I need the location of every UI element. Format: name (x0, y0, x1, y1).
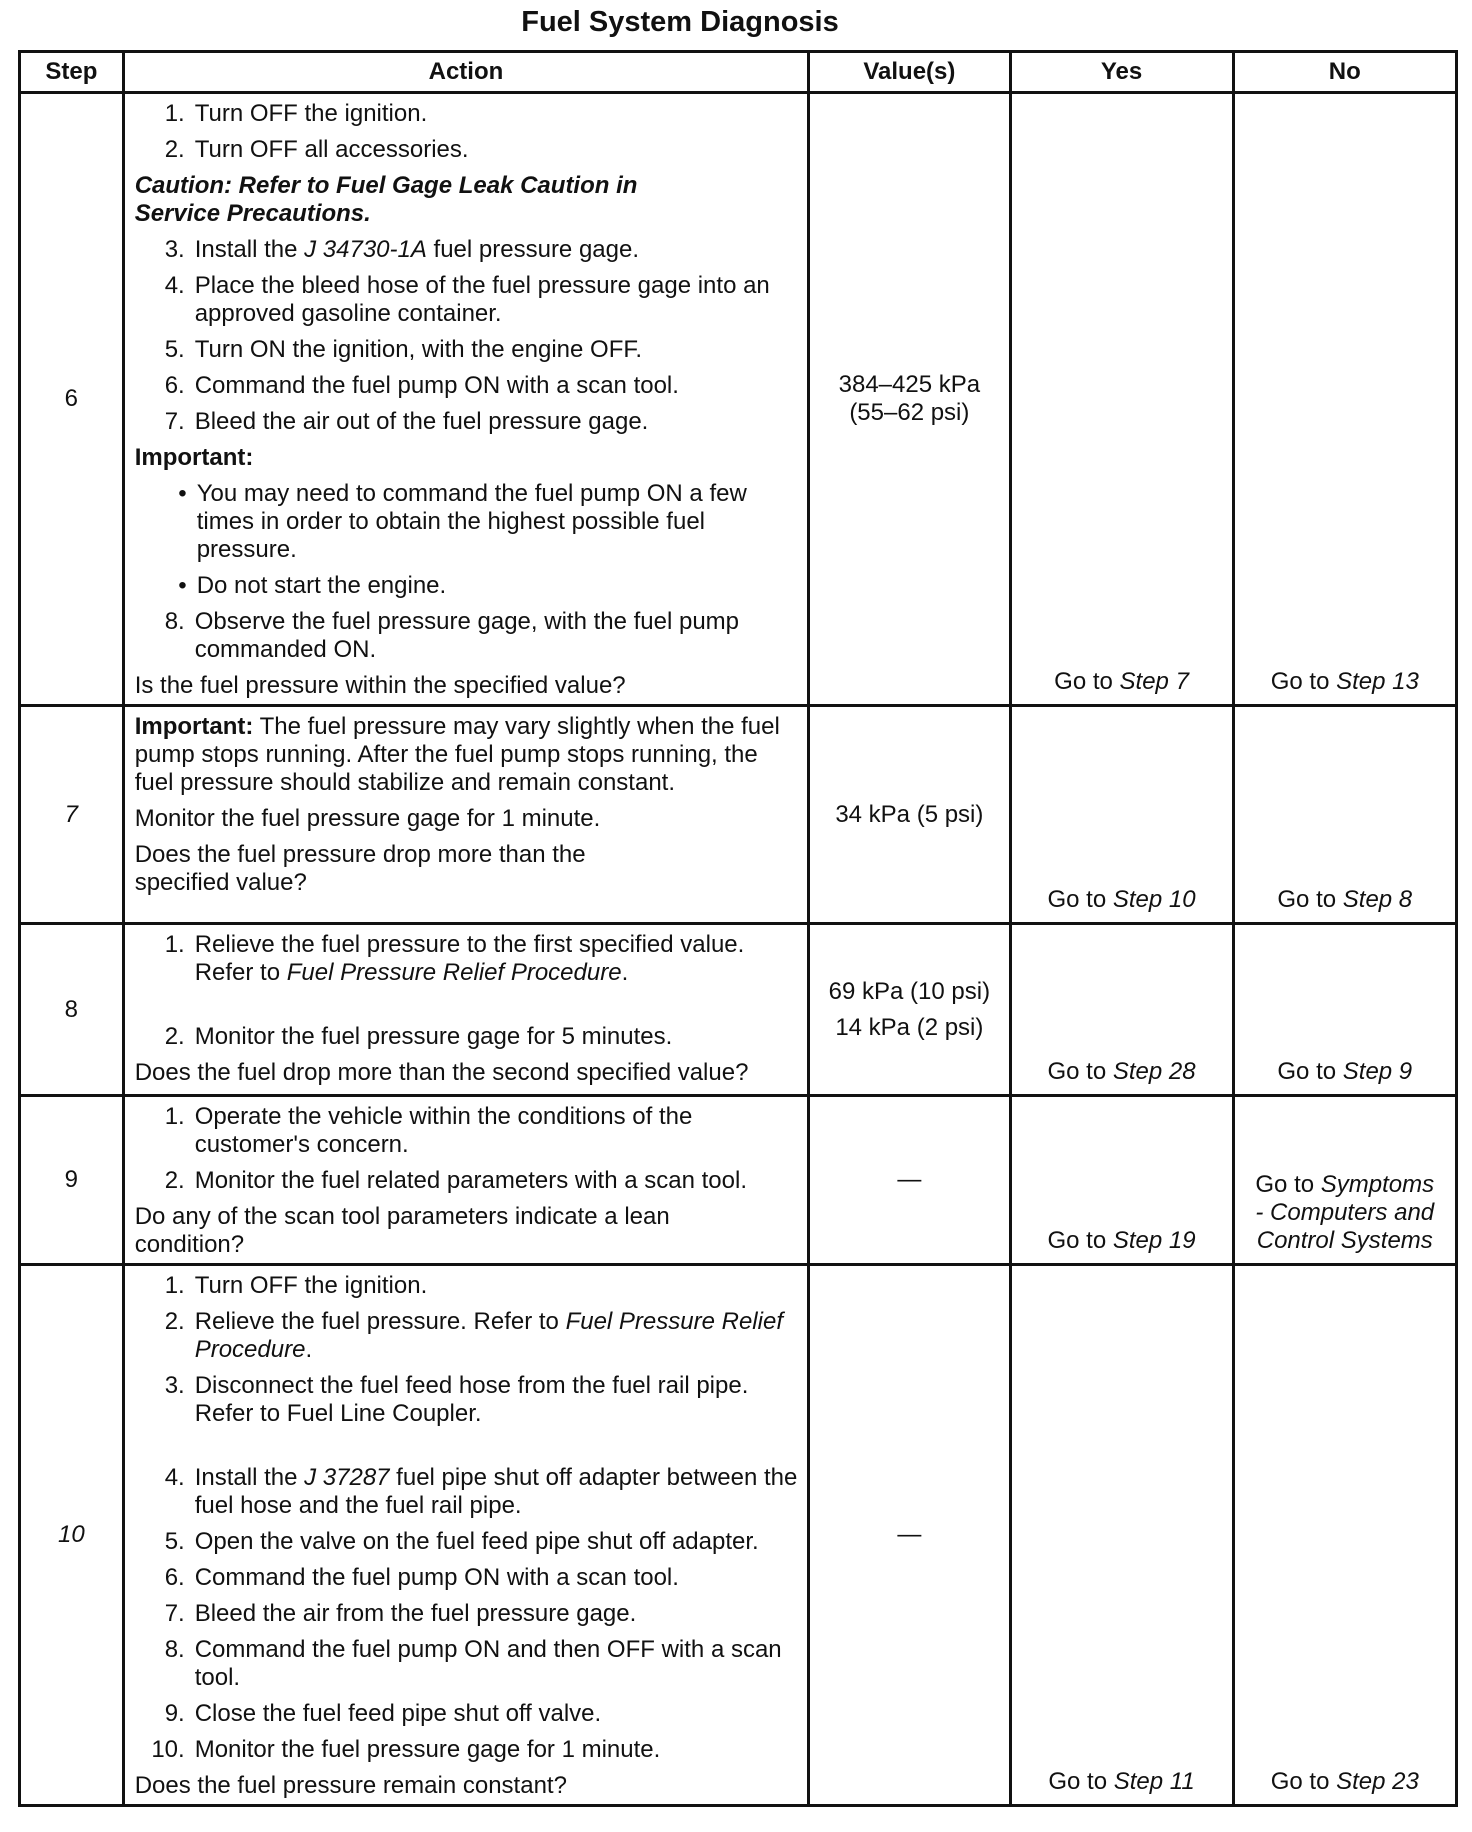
value-cell (809, 924, 1010, 1096)
table-row-step-6 (20, 93, 1457, 706)
value-second: 14 kPa (2 psi) (835, 1013, 984, 1041)
action-item: 1. Operate the vehicle within the conditions of the customer's concern. (164, 1103, 693, 1158)
step-link[interactable]: Step 10 (1112, 886, 1196, 913)
step-number: 7 (20, 706, 124, 924)
no-cell: Go to Step 13 (1233, 93, 1456, 706)
action-instruction: Monitor the fuel pressure gage for 1 minute. (134, 805, 601, 832)
action-item: 2. Turn OFF all accessories. (164, 136, 469, 163)
symptoms-link-line2[interactable]: - Computers and (1255, 1199, 1435, 1226)
action-cell: Important: The fuel pressure may vary slightly when the fuel pump stops running. After the fuel pump stops running, the fuel pressure should stabilize and remain constant. Monitor the fuel pressure gage for 1 minute. Does the fuel pressure drop more than the specified value? (123, 706, 808, 924)
procedure-reference: Fuel Pressure Relief Procedure (194, 1308, 783, 1363)
table-row-step-7 (20, 706, 1457, 924)
step-link[interactable]: Step 28 (1112, 1058, 1196, 1085)
value-kpa: 384–425 kPa (838, 371, 981, 398)
step-link[interactable]: Step 13 (1336, 668, 1419, 695)
header-values: Value(s) (809, 52, 1010, 93)
action-item: 6. Command the fuel pump ON with a scan tool. (164, 1564, 679, 1591)
action-item: 3. Install the J 34730-1A fuel pressure gage. (164, 236, 640, 263)
value-cell (809, 706, 1010, 924)
value-cell (809, 1096, 1010, 1265)
no-cell: Go to Step 23 (1233, 1265, 1456, 1806)
action-item: 1. Turn OFF the ignition. (164, 100, 428, 127)
action-item: 1. Relieve the fuel pressure to the first specified value. Refer to Fuel Pressure Relief Procedure. (164, 931, 745, 986)
action-question: Does the fuel pressure drop more than the specified value? (134, 841, 586, 896)
action-item: 7. Bleed the air out of the fuel pressure gage. (164, 408, 649, 435)
step-number: 10 (20, 1265, 124, 1806)
caution-note: Caution: Refer to Fuel Gage Leak Caution in Service Precautions. (134, 172, 638, 227)
procedure-reference: Fuel Pressure Relief Procedure (286, 959, 622, 986)
tool-reference: J 34730-1A (304, 236, 427, 263)
page-title: Fuel System Diagnosis (521, 6, 839, 38)
table-row-step-10 (20, 1265, 1457, 1806)
action-item: 8. Observe the fuel pressure gage, with the fuel pump commanded ON. (164, 608, 740, 663)
step-number: 8 (20, 924, 124, 1096)
symptoms-link[interactable]: Symptoms (1320, 1171, 1435, 1198)
bullet-item: • Do not start the engine. (178, 572, 447, 599)
step-link[interactable]: Step 19 (1112, 1227, 1196, 1254)
symptoms-link-line3[interactable]: Control Systems (1256, 1227, 1433, 1254)
action-question: Does the fuel drop more than the second specified value? (134, 1059, 749, 1086)
action-item: 5. Turn ON the ignition, with the engine OFF. (164, 336, 643, 363)
yes-cell: Go to Step 10 (1010, 706, 1233, 924)
action-item: 2. Monitor the fuel pressure gage for 5 minutes. (164, 1023, 673, 1050)
action-item: 6. Command the fuel pump ON with a scan tool. (164, 372, 679, 399)
action-item: 9. Close the fuel feed pipe shut off valve. (164, 1700, 602, 1727)
yes-cell: Go to Step 28 (1010, 924, 1233, 1096)
header-yes: Yes (1010, 52, 1233, 93)
step-link[interactable]: Step 23 (1336, 1768, 1419, 1795)
value-first: 69 kPa (10 psi) (828, 977, 991, 1005)
action-item: 4. Install the J 37287 fuel pipe shut off adapter between the fuel hose and the fuel rail pipe. (164, 1464, 798, 1519)
header-action: Action (123, 52, 808, 93)
yes-cell: Go to Step 11 (1010, 1265, 1233, 1806)
step-number: 6 (20, 93, 124, 706)
action-cell (123, 93, 808, 706)
no-cell: Go to Step 9 (1233, 924, 1456, 1096)
bullet-item: • You may need to command the fuel pump ON a few times in order to obtain the highest possible fuel pressure. (178, 480, 747, 563)
value-cell (809, 1265, 1010, 1806)
action-item: 2. Monitor the fuel related parameters with a scan tool. (164, 1167, 747, 1194)
action-item: 10. Monitor the fuel pressure gage for 1 minute. (151, 1736, 661, 1763)
table-header-row (20, 52, 1457, 93)
table-row-step-8 (20, 924, 1457, 1096)
action-question: Does the fuel pressure remain constant? (134, 1772, 567, 1799)
step-link[interactable]: Step 9 (1342, 1058, 1413, 1085)
value-none: — (897, 1166, 922, 1193)
action-item: 2. Relieve the fuel pressure. Refer to Fuel Pressure Relief Procedure. (164, 1308, 783, 1363)
action-cell (123, 1096, 808, 1265)
step-number: 9 (20, 1096, 124, 1265)
step-link[interactable]: Step 8 (1342, 886, 1413, 913)
action-item: 4. Place the bleed hose of the fuel pressure gage into an approved gasoline container. (164, 272, 770, 327)
action-item: 8. Command the fuel pump ON and then OFF with a scan tool. (164, 1636, 782, 1691)
important-label: Important: (134, 444, 254, 471)
action-item: 5. Open the valve on the fuel feed pipe shut off adapter. (164, 1528, 759, 1555)
value-none: — (897, 1521, 922, 1548)
value-psi: (55–62 psi) (849, 399, 970, 426)
value-cell (809, 93, 1010, 706)
value-kpa: 34 kPa (5 psi) (835, 800, 984, 828)
action-item: 7. Bleed the air from the fuel pressure gage. (164, 1600, 637, 1627)
step-link[interactable]: Step 11 (1113, 1768, 1195, 1795)
step-link[interactable]: Step 7 (1119, 668, 1189, 695)
no-cell: Go to Symptoms - Computers and Control Systems (1233, 1096, 1456, 1265)
no-cell: Go to Step 8 (1233, 706, 1456, 924)
diagnosis-table (18, 50, 1458, 1807)
action-item: 1. Turn OFF the ignition. (164, 1272, 428, 1299)
table-row-step-9 (20, 1096, 1457, 1265)
action-cell (123, 924, 808, 1096)
yes-cell: Go to Step 7 (1010, 93, 1233, 706)
header-step: Step (20, 52, 124, 93)
action-question: Is the fuel pressure within the specified value? (134, 672, 626, 699)
header-no: No (1233, 52, 1456, 93)
action-item: 3. Disconnect the fuel feed hose from the fuel rail pipe. Refer to Fuel Line Coupler. (164, 1372, 749, 1427)
action-cell (123, 1265, 808, 1806)
tool-reference: J 37287 (304, 1464, 390, 1491)
action-question: Do any of the scan tool parameters indicate a lean condition? (134, 1203, 670, 1258)
important-label: Important: (134, 713, 254, 740)
yes-cell: Go to Step 19 (1010, 1096, 1233, 1265)
